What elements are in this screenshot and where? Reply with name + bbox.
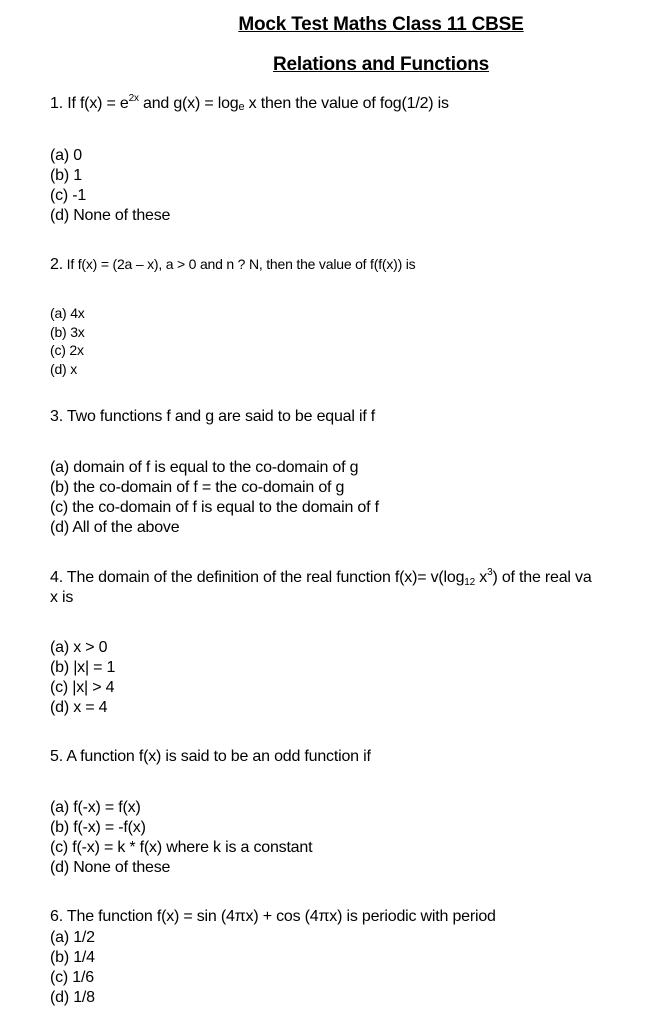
option-d: (d) x <box>50 360 78 377</box>
option-a: (a) f(-x) = f(x) <box>50 799 141 816</box>
option-d: (d) x = 4 <box>50 699 108 716</box>
document-subtitle: Relations and Functions <box>272 54 490 75</box>
exponent: 3 <box>487 567 493 578</box>
options-4 <box>50 638 115 718</box>
question-2 <box>50 256 415 274</box>
question-text: x then the value of fog(1/2) is <box>244 95 449 112</box>
question-text: Two functions f and g are said to be equal if f <box>66 408 376 425</box>
option-c: (c) the co-domain of f is equal to the domain of f <box>50 499 379 516</box>
option-d: (d) All of the above <box>50 519 180 536</box>
question-text: A function f(x) is said to be an odd function if <box>66 748 371 765</box>
log-base: e <box>238 101 245 113</box>
option-d: (d) None of these <box>50 859 171 876</box>
question-number: 5. <box>50 748 63 765</box>
option-b: (b) 3x <box>50 323 85 340</box>
option-c: (c) |x| > 4 <box>50 679 115 696</box>
option-b: (b) the co-domain of f = the co-domain of g <box>50 479 345 496</box>
options-3 <box>50 458 379 538</box>
question-text: The function f(x) = sin (4πx) + cos (4πx) is periodic with period <box>66 908 496 925</box>
option-a: (a) 4x <box>50 305 85 321</box>
question-number: 1. <box>50 95 63 112</box>
question-number: 4. <box>50 569 63 586</box>
option-c: (c) f(-x) = k * f(x) where k is a constant <box>50 839 313 856</box>
question-number: 2. <box>50 256 63 273</box>
question-text-line-2: x is <box>50 589 74 606</box>
question-text: If f(x) = (2a – x), a > 0 and n ? N, then the value of f(f(x)) is <box>66 256 416 272</box>
options-6 <box>50 928 95 1008</box>
exponent: 2x <box>128 93 139 104</box>
option-b: (b) 1 <box>50 167 82 184</box>
question-3 <box>50 408 375 426</box>
question-4 <box>50 568 592 608</box>
question-5 <box>50 748 371 766</box>
option-d: (d) None of these <box>50 207 171 224</box>
option-a: (a) domain of f is equal to the co-domain of g <box>50 459 359 476</box>
option-c: (c) -1 <box>50 187 87 204</box>
question-text: x <box>475 569 488 586</box>
question-text: and g(x) = log <box>138 95 239 112</box>
log-base: 12 <box>464 577 476 588</box>
question-number: 6. <box>50 908 63 925</box>
option-c: (c) 2x <box>50 342 84 358</box>
option-c: (c) 1/6 <box>50 969 94 986</box>
options-1 <box>50 146 170 226</box>
question-text: The domain of the definition of the real function f(x)= v(log <box>66 569 465 586</box>
question-text: If f(x) = e <box>67 95 129 112</box>
question-text: ) of the real va <box>492 569 592 586</box>
option-b: (b) 1/4 <box>50 949 95 966</box>
question-1 <box>50 95 449 113</box>
question-6 <box>50 908 496 926</box>
document-title: Mock Test Maths Class 11 CBSE <box>238 14 524 35</box>
option-b: (b) |x| = 1 <box>50 659 116 676</box>
option-a: (a) 0 <box>50 147 82 164</box>
option-d: (d) 1/8 <box>50 989 95 1006</box>
options-5 <box>50 798 312 878</box>
option-a: (a) x > 0 <box>50 639 108 656</box>
option-a: (a) 1/2 <box>50 929 95 946</box>
question-number: 3. <box>50 408 63 425</box>
options-2 <box>50 304 85 378</box>
option-b: (b) f(-x) = -f(x) <box>50 819 146 836</box>
